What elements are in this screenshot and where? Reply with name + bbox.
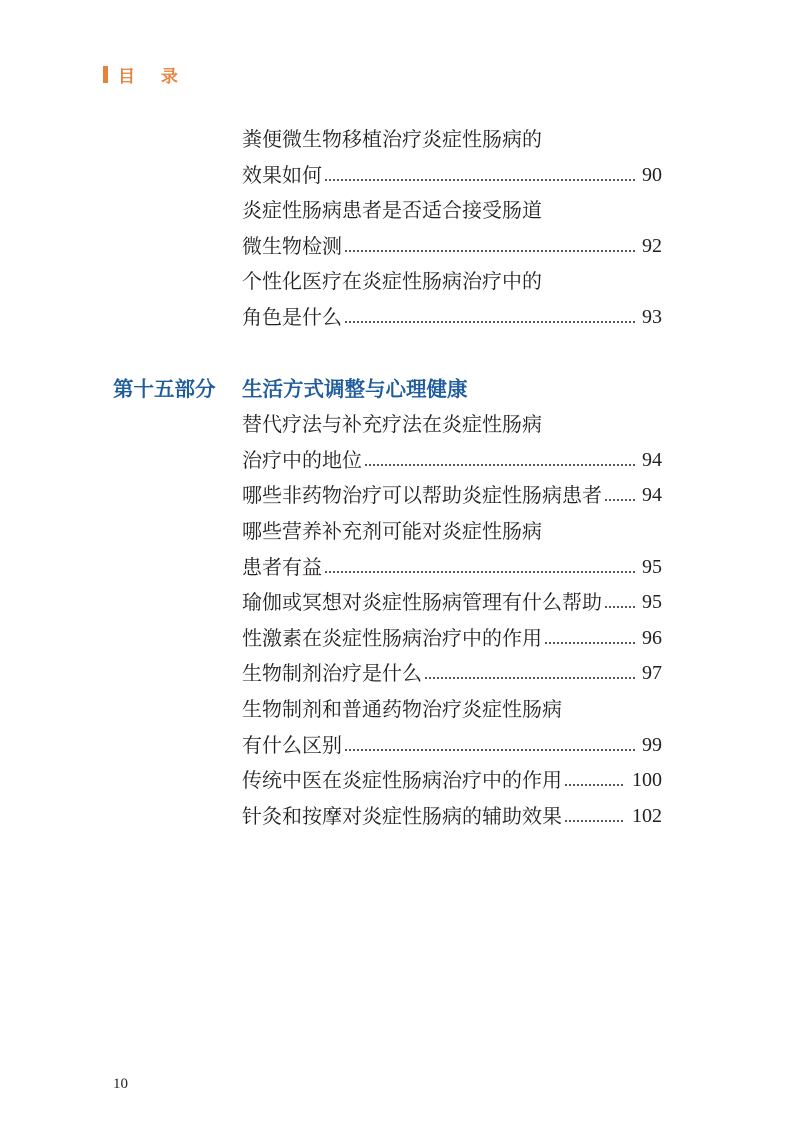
toc-entry-line [242,692,662,728]
toc-entry-text: 生物制剂和普通药物治疗炎症性肠病 [242,696,562,721]
toc-entry-line [242,585,662,621]
section-heading [0,372,800,408]
page-number: 93 [642,305,662,328]
toc-entry-line [242,478,662,514]
toc-entry-text: 有什么区别 [242,732,342,757]
toc-entry-line [242,300,662,336]
page-header [103,62,178,86]
toc-entry-text: 效果如何 [242,162,322,187]
toc-entry-line [242,407,662,443]
dot-leader [324,158,635,194]
toc-entry-text: 哪些非药物治疗可以帮助炎症性肠病患者 [242,483,602,508]
page-number: 96 [642,626,662,649]
page-folio: 10 [113,1076,128,1092]
page-number: 95 [642,591,662,614]
dot-leader [344,728,635,764]
toc-entry-line [242,514,662,550]
toc-entry-line [242,799,662,835]
toc-entry-text: 瑜伽或冥想对炎症性肠病管理有什么帮助 [242,590,602,615]
dot-leader [344,300,635,336]
toc-entry-line [242,656,662,692]
toc-entry-line [242,264,662,300]
toc-entry [0,478,800,514]
page-number: 94 [642,448,662,471]
page-number: 99 [642,733,662,756]
dot-leader [564,763,625,799]
toc-entry [0,407,800,478]
toc-entry [0,514,800,585]
dot-leader [364,443,635,479]
toc-entry-text: 替代疗法与补充疗法在炎症性肠病 [242,412,542,437]
toc-heading: 目 录 [118,66,178,87]
dot-leader [564,799,625,835]
toc-entry-line [242,550,662,586]
page-number: 100 [632,769,662,792]
toc-entry-text: 传统中医在炎症性肠病治疗中的作用 [242,768,562,793]
toc-entry-text: 生物制剂治疗是什么 [242,661,422,686]
dot-leader [344,229,635,265]
page-number: 95 [642,555,662,578]
toc-entry-text: 个性化医疗在炎症性肠病治疗中的 [242,269,542,294]
toc-entry-text: 治疗中的地位 [242,447,362,472]
toc-list [0,122,800,834]
page-number: 97 [642,662,662,685]
toc-entry [0,763,800,799]
dot-leader [424,656,635,692]
dot-leader [604,585,635,621]
toc-entry-line [242,621,662,657]
dot-leader [604,478,635,514]
toc-entry-line [242,158,662,194]
toc-entry [0,122,800,193]
toc-entry-line [242,229,662,265]
toc-entry [0,656,800,692]
toc-entry-text: 针灸和按摩对炎症性肠病的辅助效果 [242,803,562,828]
toc-entry [0,264,800,335]
toc-entry-line [242,122,662,158]
toc-entry [0,692,800,763]
page-number: 94 [642,484,662,507]
page-number: 102 [632,804,662,827]
toc-entry-text: 粪便微生物移植治疗炎症性肠病的 [242,127,542,151]
dot-leader [544,621,635,657]
section-label: 第十五部分 [113,376,216,401]
dot-leader [324,550,635,586]
toc-entry-text: 哪些营养补充剂可能对炎症性肠病 [242,518,542,543]
toc-entry-text: 性激素在炎症性肠病治疗中的作用 [242,625,542,650]
toc-entry-line [242,763,662,799]
page-number: 92 [642,234,662,257]
header-marker [103,66,108,83]
toc-entry-text: 炎症性肠病患者是否适合接受肠道 [242,198,542,223]
toc-entry [0,193,800,264]
toc-entry [0,799,800,835]
toc-entry-line [242,728,662,764]
toc-entry-text: 角色是什么 [242,304,342,329]
toc-entry-text: 微生物检测 [242,233,342,258]
toc-entry [0,585,800,621]
toc-entry-line [242,443,662,479]
toc-entry-text: 患者有益 [242,554,322,579]
page-number: 90 [642,163,662,186]
section-title: 生活方式调整与心理健康 [242,376,468,401]
toc-entry [0,621,800,657]
toc-entry-line [242,193,662,229]
